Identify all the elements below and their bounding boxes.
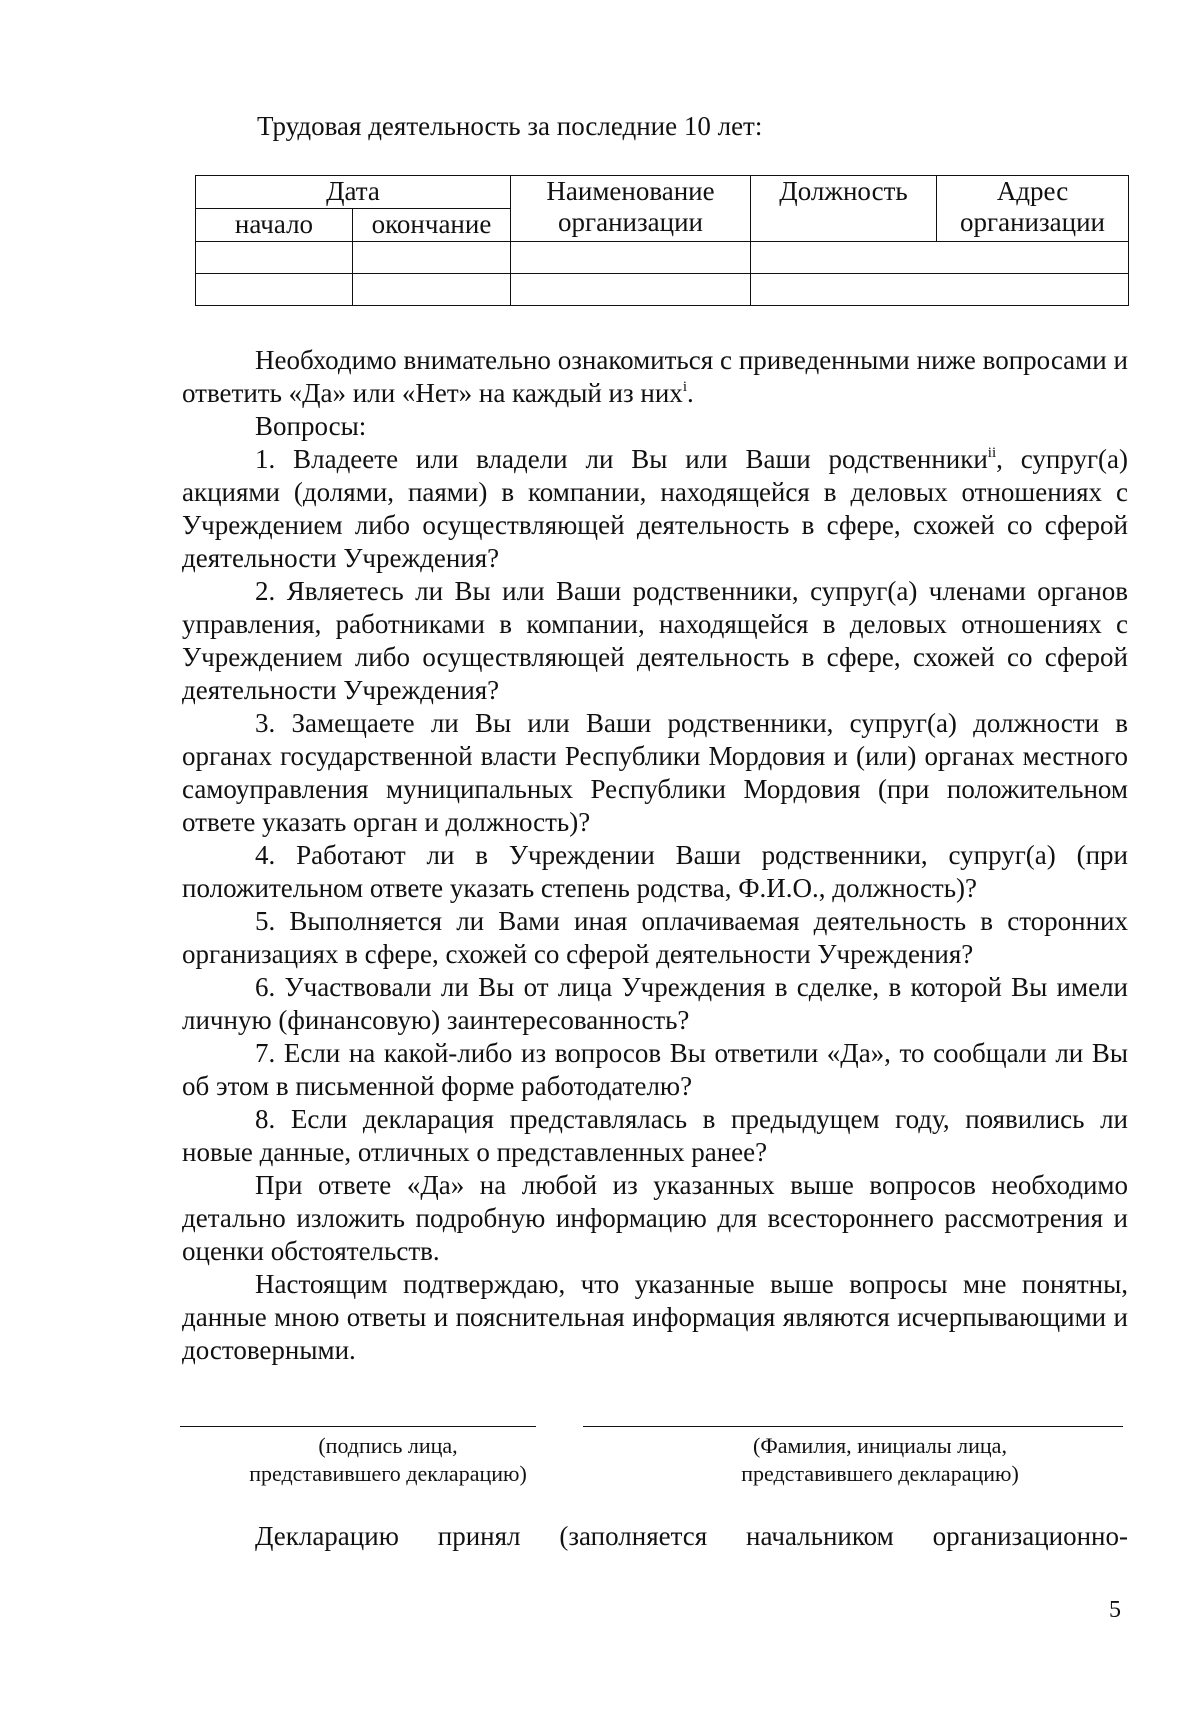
col-start-header: начало: [196, 209, 353, 242]
footnote-ref: i: [682, 379, 687, 395]
table-cell[interactable]: [511, 274, 751, 306]
intro-paragraph: Необходимо внимательно ознакомиться с приведенными ниже вопросами и ответить «Да» или «Нет» на каждый из них$^i$.: [182, 345, 1128, 408]
col-date-header: Дата: [196, 176, 511, 209]
table-cell[interactable]: [353, 274, 511, 306]
question-5: 5. Выполняется ли Вами иная оплачиваемая деятельность в сторонних организациях в сфере, схожей со сферой деятельности Учреждения?: [182, 906, 1128, 969]
page-number: 5: [1109, 1597, 1121, 1623]
question-7: 7. Если на какой-либо из вопросов Вы ответили «Да», то сообщали ли Вы об этом в письменной форме работодателю?: [182, 1038, 1128, 1101]
table-row: [196, 242, 1129, 274]
question-3: 3. Замещаете ли Вы или Ваши родственники, супруг(а) должности в органах государственной власти Республики Мордовия и (или) органах местного самоуправления муниципальных Республики Мордовия (при положительном ответе указать орган и должность)?: [182, 708, 1128, 837]
section-heading: Трудовая деятельность за последние 10 лет:: [257, 111, 763, 141]
question-1: 1. Владеете или владели ли Вы или Ваши родственники$^{ii}$, супруг(а) акциями (долями, паями) в компании, находящейся в деловых отношениях с Учреждением либо осуществляющей деятельность в сфере, схожей со сферой деятельности Учреждения?: [182, 444, 1129, 573]
yes-answer-note: При ответе «Да» на любой из указанных выше вопросов необходимо детально изложить подробную информацию для всестороннего рассмотрения и оценки обстоятельств.: [182, 1170, 1128, 1266]
accepted-by-line: Декларацию принял (заполняется начальником организационно-: [255, 1521, 1128, 1551]
table-cell[interactable]: [196, 274, 353, 306]
table-cell[interactable]: [353, 242, 511, 274]
question-8: 8. Если декларация представлялась в предыдущем году, появились ли новые данные, отличных о представленных ранее?: [182, 1104, 1128, 1167]
questions-label: Вопросы:: [255, 411, 367, 441]
table-cell[interactable]: [196, 242, 353, 274]
col-address-header: [937, 176, 1129, 242]
footnote-ref: ii: [987, 445, 997, 461]
col-org-name-line2: организации: [558, 207, 703, 237]
col-org-name-line1: Наименование: [546, 176, 715, 206]
question-6: 6. Участвовали ли Вы от лица Учреждения в сделке, в которой Вы имели личную (финансовую) заинтересованность?: [182, 972, 1128, 1035]
col-org-name-header: [511, 176, 751, 242]
full-name-caption: (Фамилия, инициалы лица, представившего декларацию): [741, 1433, 1019, 1486]
signature-caption: (подпись лица, представившего декларацию): [249, 1433, 527, 1486]
table-cell[interactable]: [751, 274, 1129, 306]
col-end-header: окончание: [353, 209, 511, 242]
table-cell[interactable]: [751, 242, 1129, 274]
table-row: [196, 274, 1129, 306]
work-history-table: [195, 175, 1129, 306]
signature-line[interactable]: [180, 1426, 536, 1427]
question-4: 4. Работают ли в Учреждении Ваши родственники, супруг(а) (при положительном ответе указать степень родства, Ф.И.О., должность)?: [182, 840, 1128, 903]
confirmation-paragraph: Настоящим подтверждаю, что указанные выше вопросы мне понятны, данные мною ответы и пояснительная информация являются исчерпывающими и достоверными.: [182, 1269, 1128, 1365]
full-name-line[interactable]: [583, 1426, 1123, 1427]
col-address-line2: организации: [960, 207, 1105, 237]
col-address-line1: Адрес: [996, 176, 1069, 206]
table-cell[interactable]: [511, 242, 751, 274]
col-position-header: Должность: [751, 176, 937, 242]
question-2: 2. Являетесь ли Вы или Ваши родственники, супруг(а) членами органов управления, работниками в компании, находящейся в деловых отношениях с Учреждением либо осуществляющей деятельность в сфере, схожей со сферой деятельности Учреждения?: [182, 576, 1128, 705]
